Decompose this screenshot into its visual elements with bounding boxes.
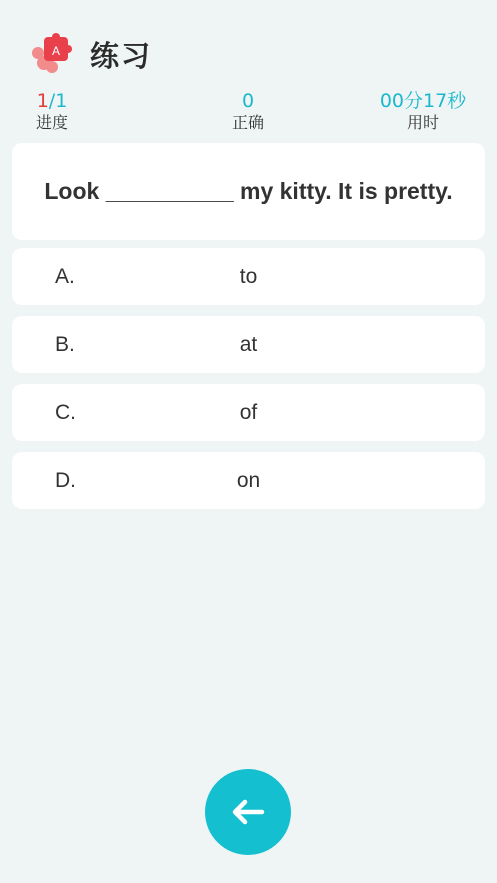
option-letter: B.: [55, 333, 75, 356]
option-letter: C.: [55, 401, 76, 424]
progress-value: [22, 90, 82, 112]
correct-label: 正确: [231, 113, 264, 132]
correct-value: 0: [241, 90, 255, 112]
progress-stat: [22, 90, 82, 134]
option-text: on: [236, 469, 261, 492]
question-card: [12, 143, 485, 240]
back-button[interactable]: [205, 769, 291, 855]
svg-text:A: A: [51, 44, 61, 58]
option-letter: A.: [55, 265, 75, 288]
progress-total: 1: [55, 90, 68, 112]
progress-separator: /: [48, 90, 56, 112]
correct-stat: [218, 90, 278, 134]
page-title: 练习: [90, 38, 153, 73]
option-letter: D.: [55, 469, 76, 492]
question-text: Look __________ my kitty. It is pretty.: [44, 178, 453, 204]
puzzle-a-icon: [30, 33, 72, 75]
option-d[interactable]: [12, 452, 485, 509]
stats-bar: [0, 90, 497, 136]
option-text: at: [239, 333, 258, 356]
option-b[interactable]: [12, 316, 485, 373]
option-a[interactable]: [12, 248, 485, 305]
time-label: 用时: [406, 113, 439, 132]
time-stat: [370, 90, 476, 134]
header: [30, 30, 152, 78]
option-text: to: [239, 265, 258, 288]
time-value: 00分17秒: [379, 90, 467, 112]
arrow-left-icon: [231, 798, 265, 826]
option-c[interactable]: [12, 384, 485, 441]
progress-current: 1: [36, 90, 49, 112]
progress-label: 进度: [35, 113, 68, 132]
option-text: of: [239, 401, 258, 424]
